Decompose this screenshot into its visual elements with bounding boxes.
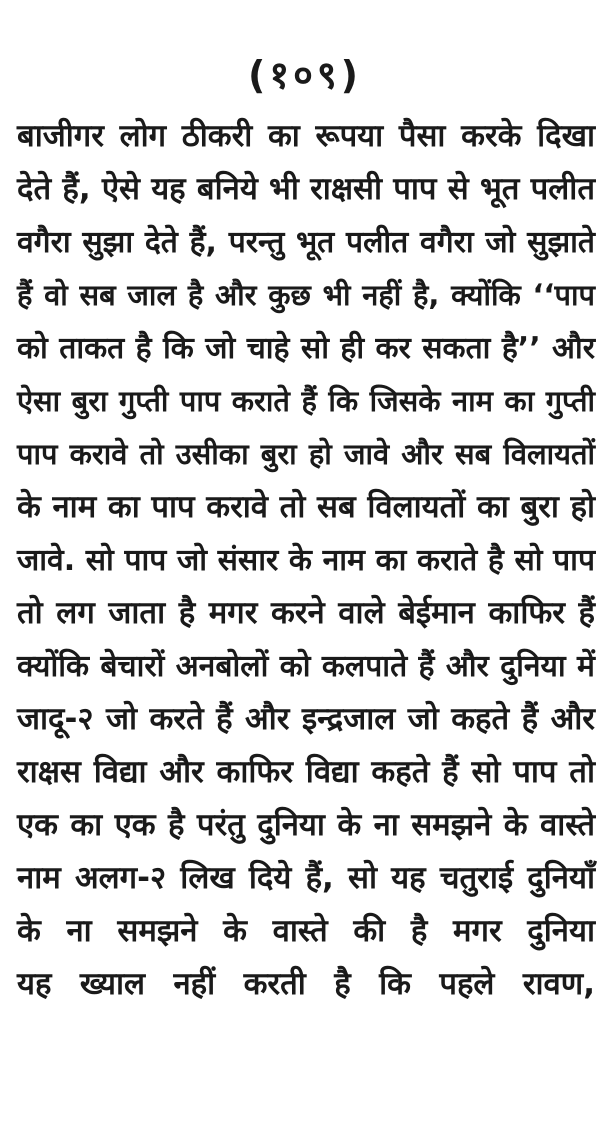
text-line: को ताकत है कि जो चाहे सो ही कर सकता है’’ और xyxy=(17,331,595,366)
text-line: ऐसा बुरा गुप्ती पाप कराते हैं कि जिसके नाम का गुप्ती xyxy=(17,384,595,418)
text-line: क्योंकि बेचारों अनबोलों को कलपाते हैं और दुनिया में xyxy=(17,649,595,684)
body-text xyxy=(17,110,595,1011)
text-line: जादू-२ जो करते हैं और इन्द्रजाल जो कहते हैं और xyxy=(17,701,595,737)
text-line: वगैरा सुझा देते हैं, परन्तु भूत पलीत वगैरा जो सुझाते xyxy=(17,225,595,260)
text-line: पाप करावे तो उसीका बुरा हो जावे और सब विलायतों xyxy=(17,437,595,471)
text-line: राक्षस विद्या और काफिर विद्या कहते हैं सो पाप तो xyxy=(17,754,595,790)
text-line: के ना समझने के वास्ते की है मगर दुनिया xyxy=(17,913,595,949)
page-number: (१०९) xyxy=(247,53,362,97)
text-line: एक का एक है परंतु दुनिया के ना समझने के वास्ते xyxy=(17,807,595,843)
text-line: के नाम का पाप करावे तो सब विलायतों का बुरा हो xyxy=(17,489,595,525)
text-line: हैं वो सब जाल है और कुछ भी नहीं है, क्योंकि ‘‘पाप xyxy=(17,278,595,312)
text-line: देते हैं, ऐसे यह बनिये भी राक्षसी पाप से भूत पलीत xyxy=(17,171,595,207)
text-line: यह ख्याल नहीं करती है कि पहले रावण, xyxy=(17,966,595,1002)
text-line: जावे. सो पाप जो संसार के नाम का कराते है सो पाप xyxy=(17,543,595,578)
text-line: बाजीगर लोग ठीकरी का रूपया पैसा करके दिखा xyxy=(17,118,595,154)
text-line: तो लग जाता है मगर करने वाले बेईमान काफिर हैं xyxy=(17,595,595,631)
text-line: नाम अलग-२ लिख दिये हैं, सो यह चतुराई दुनियाँ xyxy=(17,860,595,896)
